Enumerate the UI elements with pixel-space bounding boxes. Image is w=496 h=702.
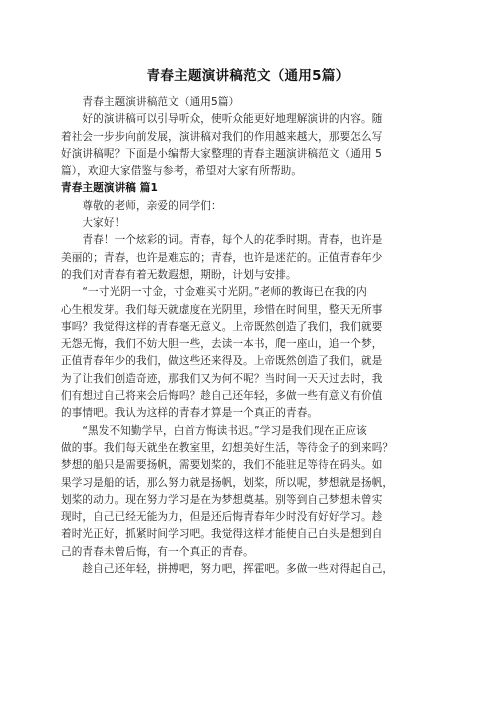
text-line: 划桨的动力。现在努力学习是在为梦想奠基。别等到自己梦想未曾实 (61, 493, 383, 506)
document-body (61, 94, 437, 578)
text-line: 心生根发芽。我们每天就虚度在光阴里，珍惜在时间里，整天无所事 (61, 303, 383, 316)
text-line: 现时，自己已经无能为力，但是还后悔青春年少时没有好好学习。趁 (61, 511, 383, 524)
text-line: 果学习是船的话，那么努力就是扬帆，划桨，所以呢，梦想就是扬帆， (61, 476, 394, 489)
text-line: 好的演讲稿可以引导听众，使听众能更好地理解演讲的内容。随 (61, 113, 383, 126)
text-line: 青春！一个炫彩的词。青春，每个人的花季时期。青春，也许是 (61, 234, 383, 247)
text-line: 尊敬的老师，亲爱的同学们： (61, 199, 222, 212)
text-line: 青春主题演讲稿范文（通用5篇） (61, 96, 240, 108)
text-line: 做的事。我们每天就坐在教室里，幻想美好生活，等待金子的到来吗？ (61, 441, 394, 454)
text-line: 梦想的船只是需要扬帆，需要划桨的，我们不能驻足等待在码头。如 (61, 459, 383, 472)
text-line: 趁自己还年轻，拼搏吧，努力吧，挥霍吧。多做一些对得起自己， (61, 563, 394, 576)
text-line: 好演讲稿呢？下面是小编帮大家整理的青春主题演讲稿范文（通用 5 (61, 147, 383, 160)
text-line: 美丽的；青春，也许是难忘的；青春，也许是迷茫的。正值青春年少 (61, 251, 383, 264)
text-line: 的我们对青春有着无数遐想，期盼，计划与安排。 (61, 268, 297, 281)
section-heading: 青春主题演讲稿 篇1 (61, 182, 159, 195)
text-line: 们有想过自己将来会后悔吗？趁自己还年轻，多做一些有意义有价值 (61, 390, 383, 403)
text-line: 着社会一步步向前发展，演讲稿对我们的作用越来越大，那要怎么写 (61, 130, 383, 143)
text-line: 事吗？我觉得这样的青春毫无意义。上帝既然创造了我们，我们就要 (61, 320, 383, 333)
text-line: “黑发不知勤学早，白首方悔读书迟。”学习是我们现在正应该 (61, 424, 367, 437)
text-line: 着时光正好，抓紧时间学习吧。我觉得这样才能使自己白头是想到自 (61, 528, 383, 541)
text-line: 己的青春未曾后悔，有一个真正的青春。 (61, 545, 254, 558)
text-line: 为了让我们创造奇迹，那我们又为何不呢？当时间一天天过去时，我 (61, 372, 383, 385)
text-line: 正值青春年少的我们，做这些还来得及。上帝既然创造了我们，就是 (61, 355, 383, 368)
text-line: “一寸光阴一寸金，寸金难买寸光阴。”老师的教诲已在我的内 (61, 286, 367, 299)
document-title: 青春主题演讲稿范文（通用5篇） (146, 68, 350, 84)
text-line: 无怨无悔，我们不妨大胆一些，去读一本书，爬一座山，追一个梦， (61, 338, 383, 351)
text-line: 篇），欢迎大家借鉴与参考，希望对大家有所帮助。 (61, 165, 303, 178)
text-line: 大家好！ (61, 217, 126, 230)
text-line: 的事情吧。我认为这样的青春才算是一个真正的青春。 (61, 407, 319, 420)
